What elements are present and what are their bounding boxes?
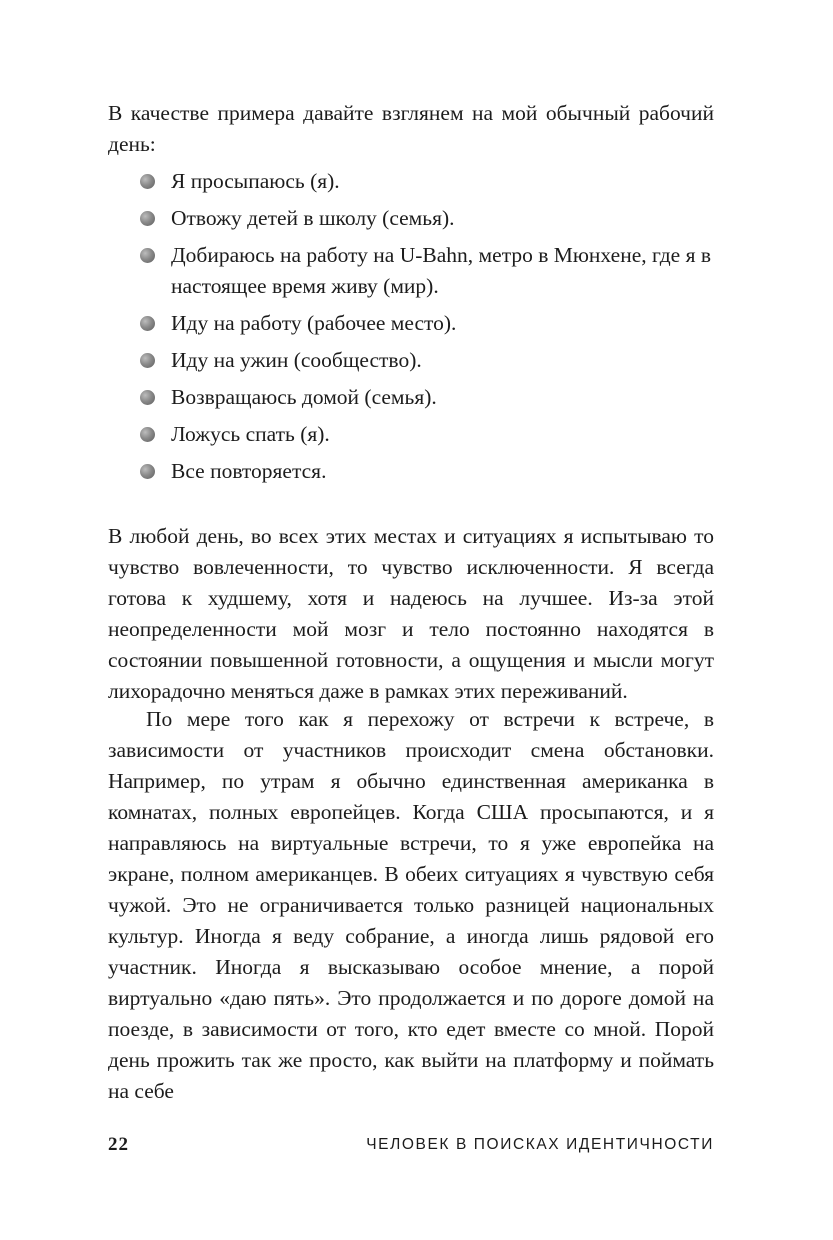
list-item-text: Ложусь спать (я).	[171, 422, 330, 446]
bullet-dot-icon	[140, 248, 155, 263]
list-item-text: Добираюсь на работу на U-Bahn, метро в Мюнхене, где я в настоящее время живу (мир).	[171, 243, 712, 298]
bullet-dot-icon	[140, 316, 155, 331]
list-item	[140, 166, 714, 197]
bullet-dot-icon	[140, 464, 155, 479]
list-item-text: Иду на работу (рабочее место).	[171, 311, 457, 335]
list-item	[140, 419, 714, 450]
running-title: ЧЕЛОВЕК В ПОИСКАХ ИДЕНТИЧНОСТИ	[366, 1136, 714, 1153]
body-paragraph-1: В любой день, во всех этих местах и ситуациях я испытываю то чувство вовлеченности, то чувство исключенности. Я всегда готова к худшему, хотя и надеюсь на лучшее. Из-за этой неопределенности мой мозг и тело постоянно находятся в состоянии повышенной готовности, а ощущения и мысли могут лихорадочно меняться даже в рамках этих переживаний.	[108, 524, 714, 703]
list-item	[140, 345, 714, 376]
intro-paragraph: В качестве примера давайте взглянем на мой обычный рабочий день:	[108, 101, 714, 156]
page-footer	[108, 1134, 714, 1160]
list-item-text: Все повторяется.	[171, 459, 327, 483]
list-item	[140, 203, 714, 234]
list-item-text: Я просыпаюсь (я).	[171, 169, 340, 193]
bullet-dot-icon	[140, 174, 155, 189]
bullet-dot-icon	[140, 211, 155, 226]
list-item	[140, 456, 714, 487]
list-item	[140, 308, 714, 339]
body-paragraph-2: По мере того как я перехожу от встречи к встрече, в зависимости от участников происходит смена обстановки. Например, по утрам я обычно единственная американка в комнатах, полных европейцев. Когда США просыпаются, и я направляюсь на виртуальные встречи, то я уже европейка на экране, полном американцев. В обеих ситуациях я чувствую себя чужой. Это не ограничивается только разницей национальных культур. Иногда я веду собрание, а иногда лишь рядовой его участник. Иногда я высказываю особое мнение, а порой виртуально «даю пять». Это продолжается и по дороге домой на поезде, в зависимости от того, кто едет вместе со мной. Порой день прожить так же просто, как выйти на платформу и поймать на себе	[108, 707, 714, 1103]
list-item-text: Возвращаюсь домой (семья).	[171, 385, 437, 409]
list-item-text: Отвожу детей в школу (семья).	[171, 206, 455, 230]
list-item	[140, 240, 714, 302]
list-item-text: Иду на ужин (сообщество).	[171, 348, 422, 372]
daily-routine-list	[140, 166, 714, 493]
bullet-dot-icon	[140, 390, 155, 405]
list-item	[140, 382, 714, 413]
bullet-dot-icon	[140, 353, 155, 368]
bullet-dot-icon	[140, 427, 155, 442]
page-number: 22	[108, 1134, 129, 1155]
